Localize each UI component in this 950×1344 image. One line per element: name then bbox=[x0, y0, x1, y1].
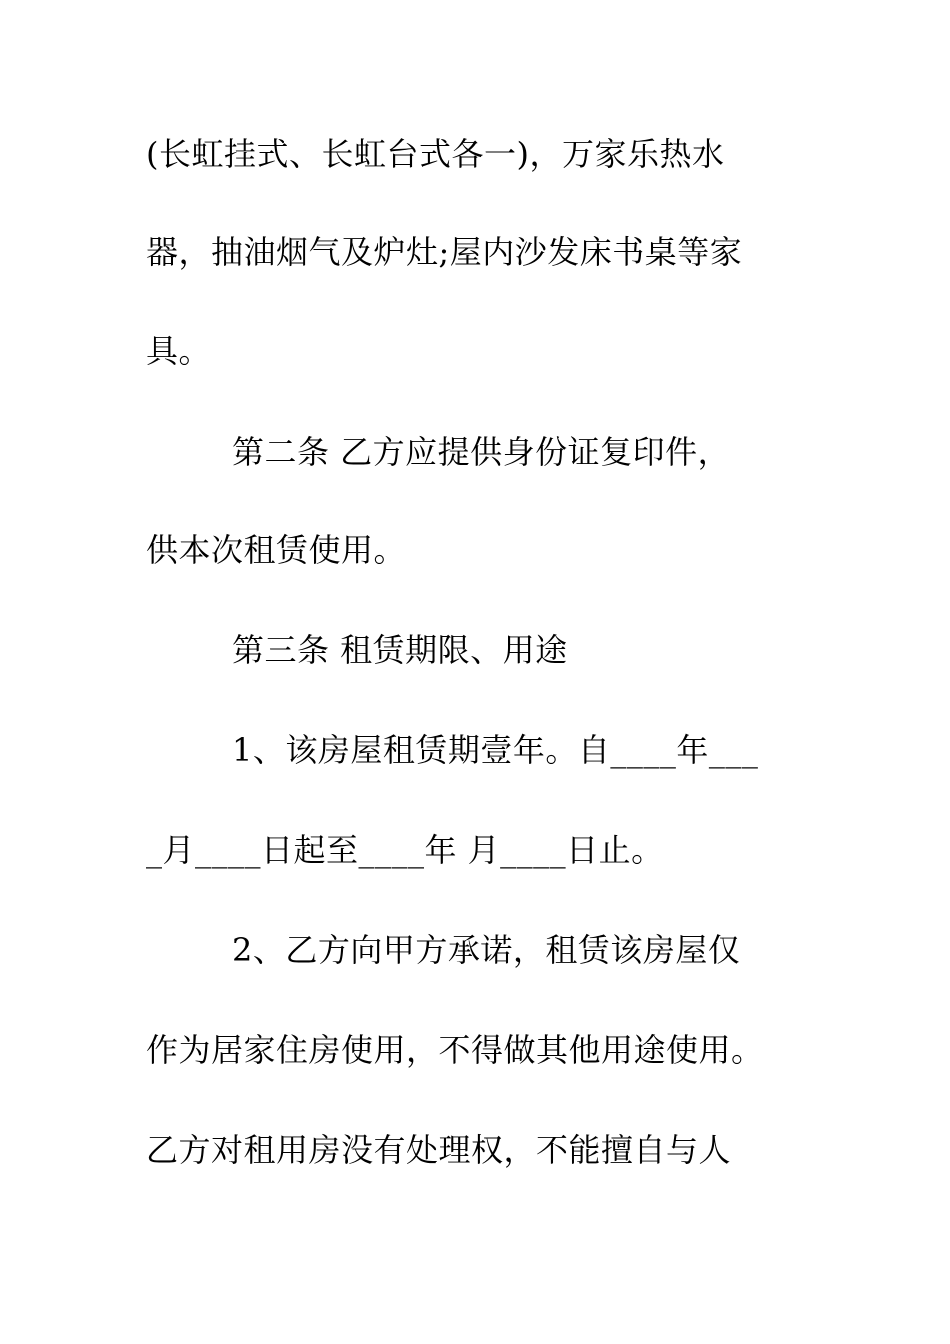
text-line-1: (长虹挂式、长虹台式各一)，万家乐热水 bbox=[146, 135, 725, 173]
text-line-3: 具。 bbox=[146, 332, 212, 370]
clause-2-heading: 第二条 乙方应提供身份证复印件， bbox=[232, 433, 731, 471]
text-line-2: 器，抽油烟气及炉灶;屋内沙发床书桌等家 bbox=[146, 233, 743, 271]
item-1-line-1: 1、该房屋租赁期壹年。自____年___ bbox=[232, 731, 759, 769]
text-line-5: 供本次租赁使用。 bbox=[146, 531, 407, 569]
clause-3-heading: 第三条 租赁期限、用途 bbox=[232, 631, 568, 669]
item-1-line-2: _月____日起至____年 月____日止。 bbox=[146, 831, 664, 869]
item-2-line-3: 乙方对租用房没有处理权，不能擅自与人 bbox=[146, 1131, 732, 1169]
item-2-line-1: 2、乙方向甲方承诺，租赁该房屋仅 bbox=[232, 931, 741, 969]
item-2-line-2: 作为居家住房使用，不得做其他用途使用。 bbox=[146, 1031, 764, 1069]
